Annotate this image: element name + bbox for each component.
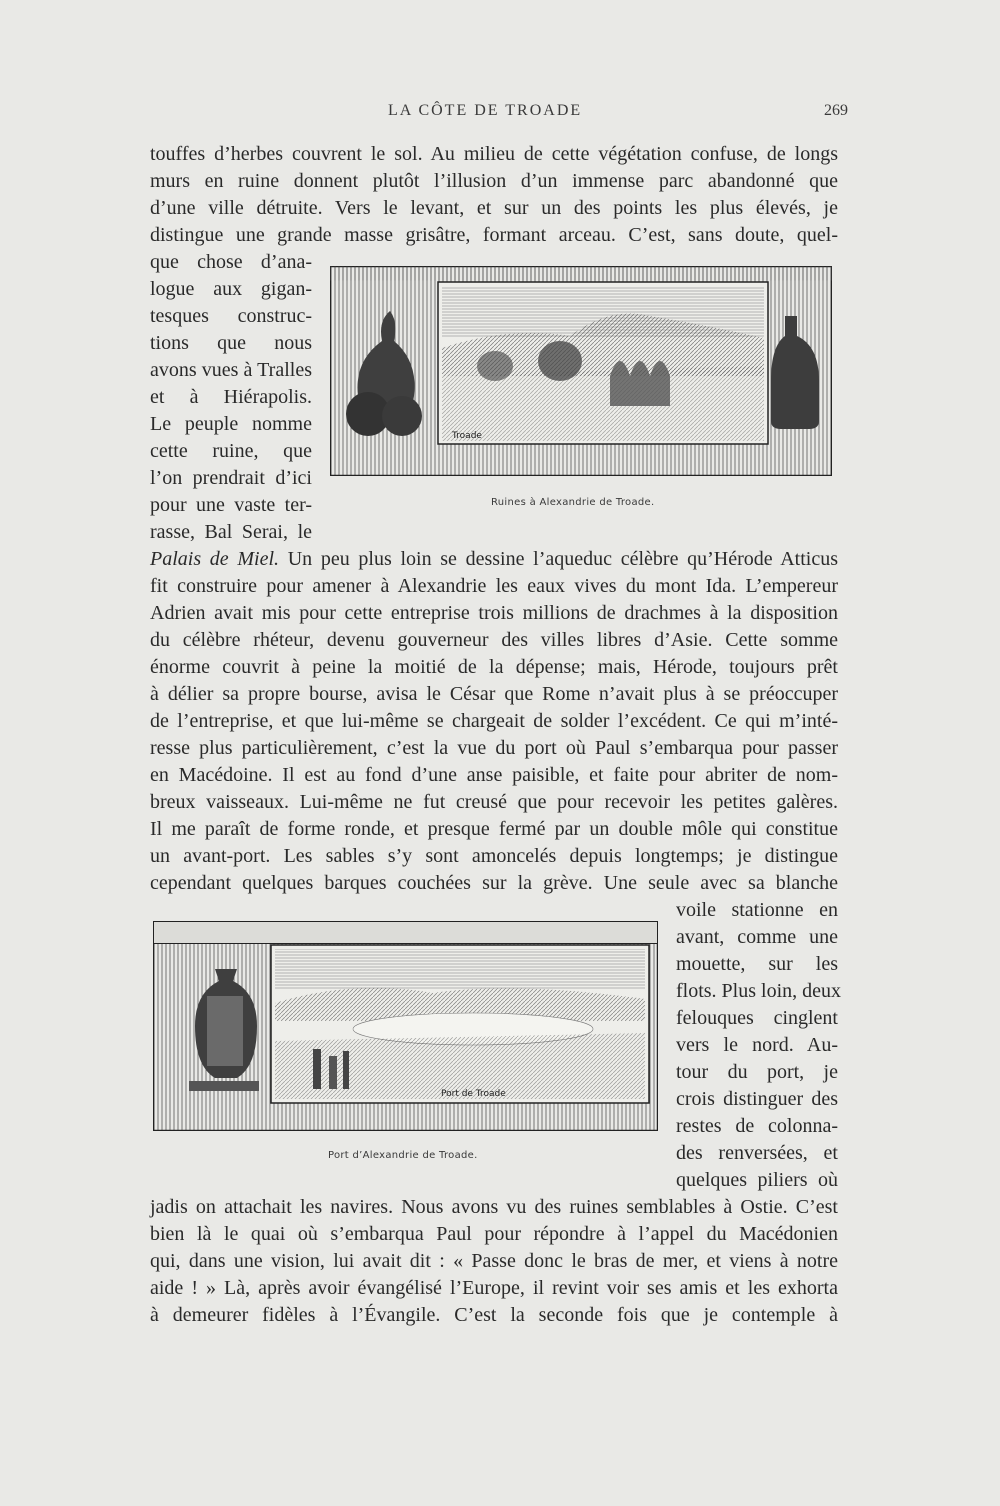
text-line: cette ruine, que: [150, 440, 312, 462]
text-line: murs en ruine donnent plutôt l’illusion d’un immense parc abandonné que: [150, 170, 838, 192]
text-line: voile stationne en: [676, 899, 838, 921]
text-line: tesques construc-: [150, 305, 312, 327]
text-line: breux vaisseaux. Lui-même ne fut creusé que pour recevoir les petites galères.: [150, 791, 838, 813]
text-line: un avant-port. Les sables s’y sont amoncelés depuis longtemps; je distingue: [150, 845, 838, 867]
text-line: Adrien avait mis pour cette entreprise trois millions de drachmes à la disposition: [150, 602, 838, 624]
text-line: énorme couvrit à peine la moitié de la dépense; mais, Hérode, toujours prêt: [150, 656, 838, 678]
figure-caption: Ruines à Alexandrie de Troade.: [491, 497, 655, 508]
text-line: d’une ville détruite. Vers le levant, et sur un des points les plus élevés, je: [150, 197, 838, 219]
text-line: de l’entreprise, et que lui-même se chargeait de solder l’excédent. Ce qui m’inté-: [150, 710, 838, 732]
text-line: restes de colonna-: [676, 1115, 838, 1137]
ruins-engraving: [330, 266, 832, 476]
text-line: tions que nous: [150, 332, 312, 354]
text-line: felouques cinglent: [676, 1007, 838, 1029]
text-line: distingue une grande masse grisâtre, formant arceau. C’est, sans doute, quel-: [150, 224, 838, 246]
figure-port: [153, 921, 658, 1131]
text-line: à délier sa propre bourse, avisa le César que Rome n’avait plus à se préoccuper: [150, 683, 838, 705]
page-header: [148, 102, 848, 128]
ruins-inscription: Troade: [452, 431, 482, 441]
text-line: pour une vaste ter-: [150, 494, 312, 516]
text-run: Un peu plus loin se dessine l’aqueduc célèbre qu’Hérode Atticus: [287, 548, 839, 570]
text-line: cependant quelques barques couchées sur la grève. Une seule avec sa blanche: [150, 872, 838, 894]
text-line: [150, 546, 838, 573]
text-line: et à Hiérapolis.: [150, 386, 312, 408]
text-line: vers le nord. Au-: [676, 1034, 838, 1056]
port-inscription: Port de Troade: [441, 1089, 506, 1099]
port-engraving: [153, 921, 658, 1131]
text-line: avant, comme une: [676, 926, 838, 948]
text-line: Le peuple nomme: [150, 413, 312, 435]
text-line: bien là le quai où s’embarqua Paul pour répondre à l’appel du Macédonien: [150, 1223, 838, 1245]
text-line: Il me paraît de forme ronde, et presque fermé par un double môle qui constitue: [150, 818, 838, 840]
text-line: à demeurer fidèles à l’Évangile. C’est la seconde fois que je contemple à: [150, 1304, 838, 1326]
text-line: resse plus particulièrement, c’est la vue du port où Paul s’embarqua pour passer: [150, 737, 838, 759]
text-line: flots. Plus loin, deux: [676, 980, 842, 1002]
text-line: des renversées, et: [676, 1142, 838, 1164]
text-line: avons vues à Tralles: [150, 359, 312, 381]
text-line: du célèbre rhéteur, devenu gouverneur des villes libres d’Asie. Cette somme: [150, 629, 838, 651]
text-line: jadis on attachait les navires. Nous avons vu des ruines semblables à Ostie. C’est: [150, 1196, 838, 1218]
figure-ruins: [330, 266, 832, 476]
page-number: 269: [824, 102, 848, 119]
figure-caption: Port d’Alexandrie de Troade.: [328, 1150, 478, 1161]
text-line: qui, dans une vision, lui avait dit : « Passe donc le bras de mer, et viens à notre: [150, 1250, 838, 1272]
text-line: que chose d’ana-: [150, 251, 312, 273]
text-line: en Macédoine. Il est au fond d’une anse paisible, et faite pour abriter de nom-: [150, 764, 838, 786]
text-line: mouette, sur les: [676, 953, 838, 975]
text-line: aide ! » Là, après avoir évangélisé l’Europe, il revint voir ses amis et les exhorta: [150, 1277, 838, 1299]
text-line: logue aux gigan-: [150, 278, 312, 300]
text-line: crois distinguer des: [676, 1088, 838, 1110]
text-line: l’on prendrait d’ici: [150, 467, 312, 489]
text-line: quelques piliers où: [676, 1169, 838, 1191]
running-title: LA CÔTE DE TROADE: [388, 102, 583, 119]
text-line: rasse, Bal Serai, le: [150, 521, 312, 543]
text-line: fit construire pour amener à Alexandrie les eaux vives du mont Ida. L’empereur: [150, 575, 838, 597]
text-line: touffes d’herbes couvrent le sol. Au milieu de cette végétation confuse, de longs: [150, 143, 838, 165]
text-line: tour du port, je: [676, 1061, 838, 1083]
italic-title: Palais de Miel.: [150, 548, 280, 570]
